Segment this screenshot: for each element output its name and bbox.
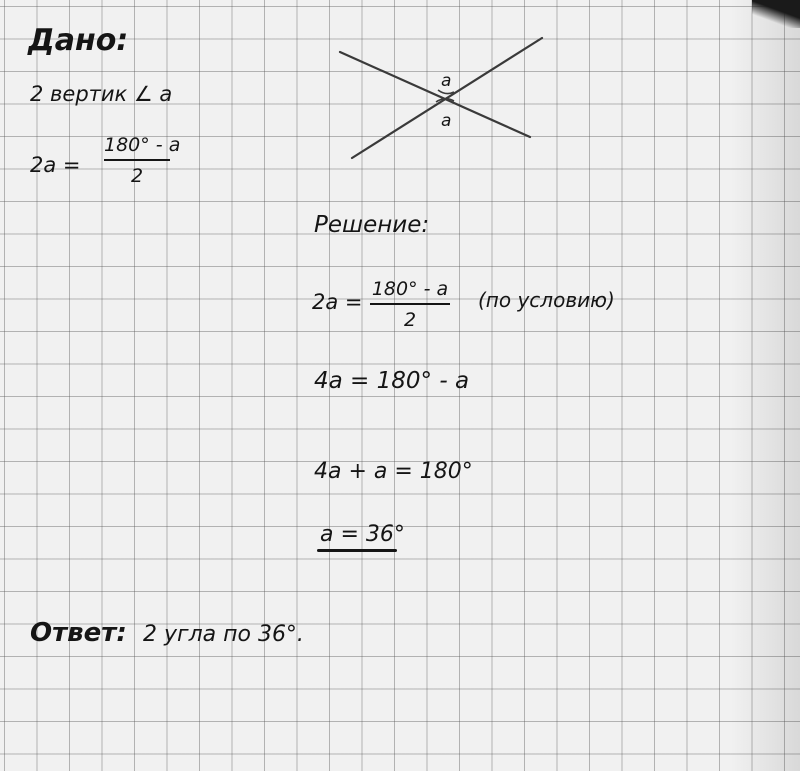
result: a = 36° [320, 522, 405, 547]
given-line-vertical-angles: 2 вертик ∠ a [30, 82, 173, 106]
equation1-fraction-bar [370, 303, 450, 305]
equation1-denominator: 2 [403, 309, 417, 331]
given-fraction-bar [104, 159, 170, 161]
given-fraction-denominator: 2 [130, 165, 144, 187]
equation1-lhs: 2a = [312, 290, 363, 314]
given-equation-lhs: 2a = [30, 153, 81, 177]
answer-text: 2 угла по 36°. [143, 622, 304, 647]
background-corner [752, 0, 800, 28]
solution-heading: Решение: [314, 212, 430, 238]
given-fraction-numerator: 180° - a [104, 134, 181, 156]
answer-label: Ответ: [30, 618, 127, 648]
page-shadow [730, 0, 800, 771]
result-underline [317, 549, 397, 552]
equation3: 4a + a = 180° [314, 459, 473, 484]
given-equation-fraction [104, 134, 181, 187]
equation1-note: (по условию) [478, 288, 615, 312]
equation1-fraction [370, 280, 450, 330]
angle-label-bottom: a [441, 111, 452, 131]
angle-label-top: a [441, 71, 452, 91]
vertical-angles-diagram [330, 30, 555, 165]
equation2: 4a = 180° - a [314, 368, 470, 394]
equation1-numerator: 180° - a [371, 278, 449, 300]
given-heading: Дано: [28, 23, 129, 58]
